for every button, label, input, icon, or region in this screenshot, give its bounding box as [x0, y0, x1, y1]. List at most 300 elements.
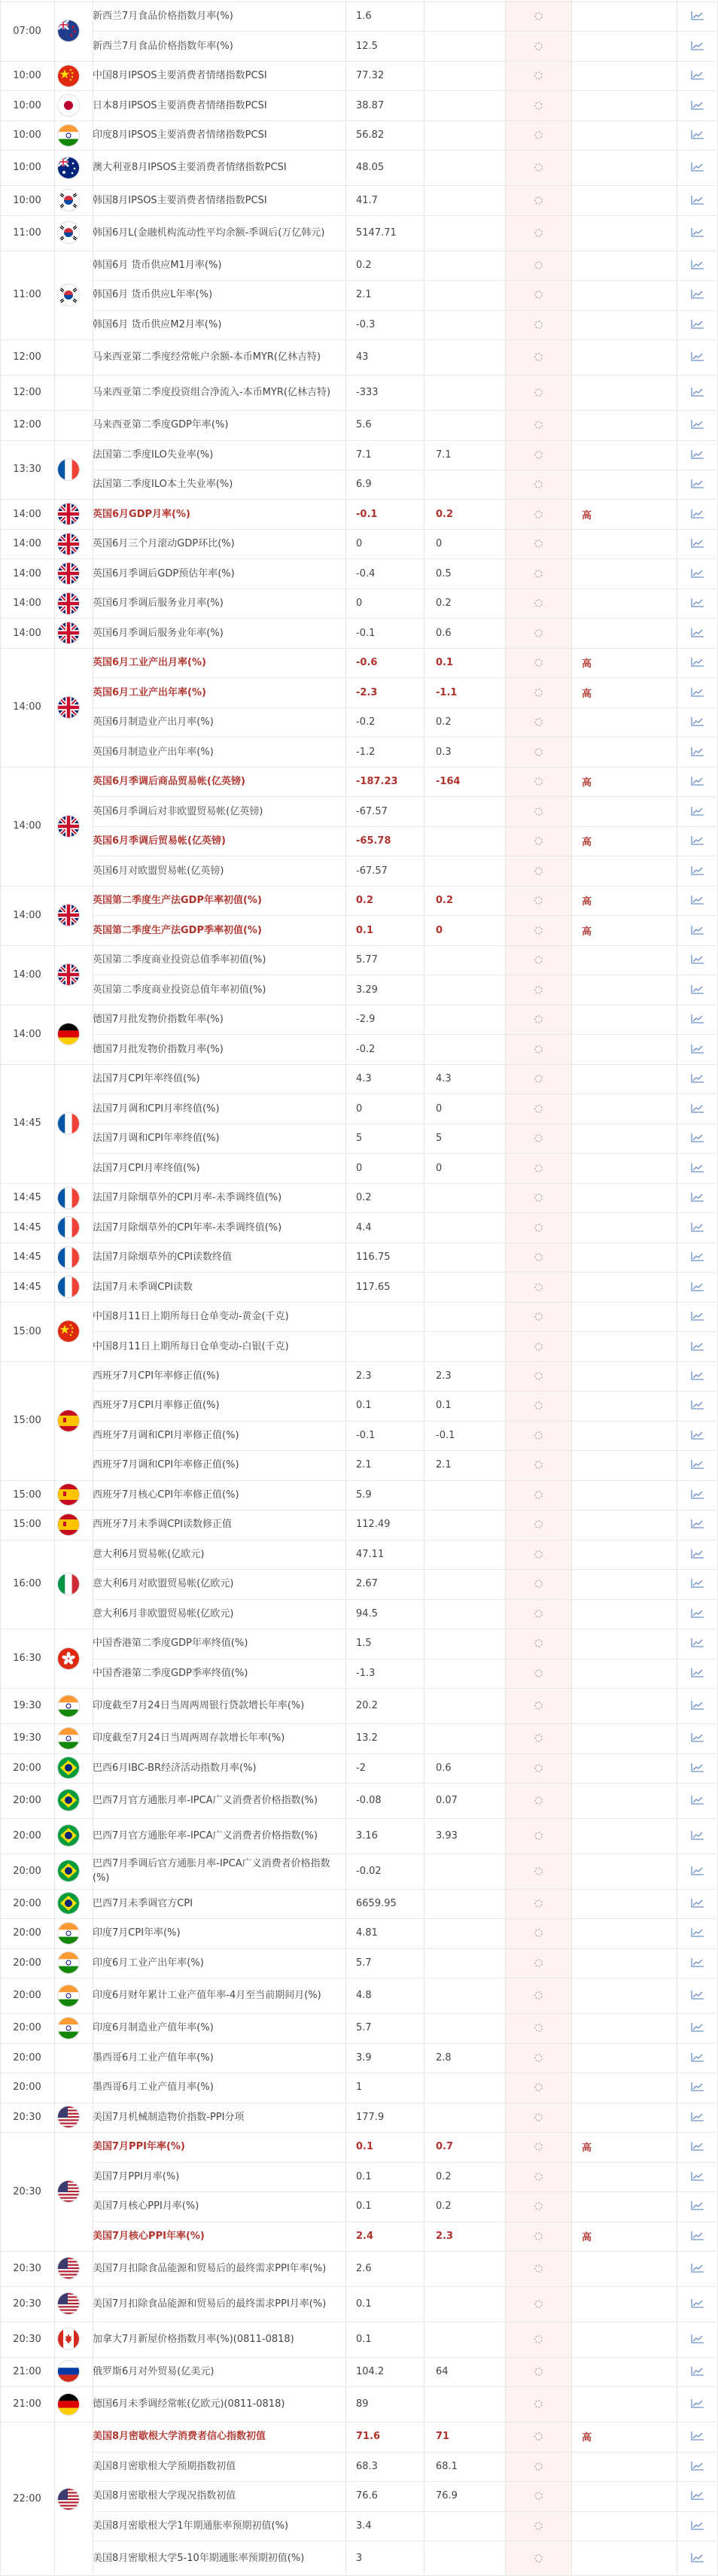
event-row[interactable] [0, 2043, 718, 2073]
line-chart-icon[interactable] [691, 1956, 704, 1970]
line-chart-icon[interactable] [691, 983, 704, 997]
line-chart-icon[interactable] [691, 385, 704, 400]
event-row[interactable] [0, 339, 718, 375]
event-row[interactable] [0, 2286, 718, 2322]
line-chart-icon[interactable] [691, 1636, 704, 1650]
event-row[interactable] [0, 1064, 718, 1093]
event-row[interactable] [0, 588, 718, 618]
forecast-value [424, 975, 505, 1004]
event-row[interactable] [0, 856, 718, 885]
event-row[interactable] [0, 215, 718, 251]
line-chart-icon[interactable] [691, 1607, 704, 1621]
event-row[interactable] [0, 2191, 718, 2221]
actual-value [505, 588, 571, 618]
event-row[interactable] [0, 120, 718, 150]
chart-link[interactable] [677, 945, 718, 975]
event-row[interactable] [0, 796, 718, 826]
line-chart-icon[interactable] [691, 1793, 704, 1808]
actual-value [505, 120, 571, 150]
line-chart-icon[interactable] [691, 2051, 704, 2065]
line-chart-icon[interactable] [691, 350, 704, 364]
importance-badge [571, 707, 677, 737]
line-chart-icon[interactable] [691, 2080, 704, 2094]
event-name: 美国7月PPI月率(%) [93, 2170, 180, 2182]
line-chart-icon[interactable] [691, 2459, 704, 2474]
chart-link[interactable] [677, 529, 718, 558]
line-chart-icon[interactable] [691, 1131, 704, 1145]
forecast-value [424, 1005, 505, 1034]
chart-link[interactable] [677, 1783, 718, 1818]
line-chart-icon[interactable] [691, 2229, 704, 2243]
event-row[interactable] [0, 499, 718, 528]
chart-link[interactable] [677, 1978, 718, 2013]
event-row[interactable] [0, 1093, 718, 1123]
event-row[interactable] [0, 440, 718, 470]
line-chart-icon[interactable] [691, 258, 704, 272]
event-row[interactable] [0, 767, 718, 796]
event-row[interactable] [0, 2132, 718, 2161]
event-row[interactable] [0, 677, 718, 707]
line-chart-icon[interactable] [691, 477, 704, 491]
event-row[interactable] [0, 1723, 718, 1753]
event-row[interactable] [0, 1242, 718, 1272]
loading-spinner-icon [534, 1431, 543, 1440]
event-row[interactable] [0, 1599, 718, 1629]
chart-link[interactable] [677, 1854, 718, 1889]
event-row[interactable] [0, 1889, 718, 1918]
chart-link[interactable] [677, 1034, 718, 1063]
event-row[interactable] [0, 2322, 718, 2357]
line-chart-icon[interactable] [691, 864, 704, 878]
line-chart-icon[interactable] [691, 804, 704, 819]
chart-link[interactable] [677, 1723, 718, 1753]
chart-link[interactable] [677, 215, 718, 251]
event-row[interactable] [0, 618, 718, 647]
event-row[interactable] [0, 1005, 718, 1034]
line-chart-icon[interactable] [691, 1926, 704, 1940]
line-chart-icon[interactable] [691, 226, 704, 240]
forecast-value [424, 90, 505, 120]
previous-value: -0.1 [356, 508, 378, 520]
row-divider [93, 1153, 718, 1154]
chart-link[interactable] [677, 2357, 718, 2386]
line-chart-icon[interactable] [691, 9, 704, 23]
importance-badge [571, 1599, 677, 1629]
event-row[interactable] [0, 2073, 718, 2102]
chart-link[interactable] [677, 410, 718, 439]
line-chart-icon[interactable] [691, 2397, 704, 2411]
chart-link[interactable] [677, 1889, 718, 1918]
actual-value [505, 2013, 571, 2042]
line-chart-icon[interactable] [691, 1250, 704, 1264]
line-chart-icon[interactable] [691, 1761, 704, 1775]
chart-link[interactable] [677, 2132, 718, 2161]
row-divider [93, 1569, 718, 1570]
forecast-value [424, 1480, 505, 1510]
line-chart-icon[interactable] [691, 953, 704, 967]
chart-link[interactable] [677, 1212, 718, 1242]
chart-link[interactable] [677, 915, 718, 944]
event-row[interactable] [0, 886, 718, 915]
chart-link[interactable] [677, 2251, 718, 2286]
chart-link[interactable] [677, 440, 718, 470]
event-row[interactable] [0, 31, 718, 60]
chart-link[interactable] [677, 1093, 718, 1123]
chart-link[interactable] [677, 796, 718, 826]
chart-link[interactable] [677, 648, 718, 677]
loading-spinner-icon [534, 2400, 543, 2408]
chart-link[interactable] [677, 2481, 718, 2511]
chart-link[interactable] [677, 618, 718, 647]
previous-value: 1.6 [356, 11, 372, 23]
importance-badge [571, 251, 677, 280]
event-row[interactable] [0, 1124, 718, 1153]
line-chart-icon[interactable] [691, 2170, 704, 2184]
chart-link[interactable] [677, 1124, 718, 1153]
actual-value [505, 1153, 571, 1182]
chart-link[interactable] [677, 1918, 718, 1948]
chart-link[interactable] [677, 1391, 718, 1420]
importance-badge [571, 1272, 677, 1301]
line-chart-icon[interactable] [691, 1398, 704, 1413]
event-row[interactable] [0, 90, 718, 120]
line-chart-icon[interactable] [691, 160, 704, 175]
chart-link[interactable] [677, 1183, 718, 1212]
event-row[interactable] [0, 975, 718, 1004]
line-chart-icon[interactable] [691, 1547, 704, 1562]
event-name: 韩国6月 货币供应M1月率(%) [93, 259, 222, 271]
forecast-value: 2.3 [436, 2230, 454, 2242]
chart-link[interactable] [677, 185, 718, 214]
chart-link[interactable] [677, 1510, 718, 1539]
chart-link[interactable] [677, 251, 718, 280]
actual-value [505, 2322, 571, 2357]
line-chart-icon[interactable] [691, 1517, 704, 1531]
chart-link[interactable] [677, 90, 718, 120]
chart-link[interactable] [677, 375, 718, 410]
event-row[interactable] [0, 1659, 718, 1688]
event-row[interactable] [0, 1948, 718, 1978]
line-chart-icon[interactable] [691, 287, 704, 302]
line-chart-icon[interactable] [691, 1280, 704, 1294]
line-chart-icon[interactable] [691, 507, 704, 522]
event-row[interactable] [0, 1302, 718, 1331]
chart-link[interactable] [677, 558, 718, 588]
chart-link[interactable] [677, 31, 718, 60]
chart-link[interactable] [677, 677, 718, 707]
event-row[interactable] [0, 470, 718, 499]
event-row[interactable] [0, 410, 718, 439]
importance-badge [571, 558, 677, 588]
line-chart-icon[interactable] [691, 1191, 704, 1205]
previous-value: 5.9 [356, 1489, 372, 1501]
line-chart-icon[interactable] [691, 2110, 704, 2124]
actual-value [505, 2452, 571, 2481]
actual-value [505, 1361, 571, 1391]
line-chart-icon[interactable] [691, 418, 704, 432]
previous-value: 116.75 [356, 1252, 391, 1264]
loading-spinner-icon [534, 629, 543, 637]
chart-link[interactable] [677, 2, 718, 31]
line-chart-icon[interactable] [691, 1458, 704, 1472]
event-row[interactable] [0, 648, 718, 677]
event-row[interactable] [0, 1391, 718, 1420]
line-chart-icon[interactable] [691, 39, 704, 53]
line-chart-icon[interactable] [691, 567, 704, 581]
chart-link[interactable] [677, 1569, 718, 1598]
line-chart-icon[interactable] [691, 834, 704, 848]
chart-link[interactable] [677, 1480, 718, 1510]
event-row[interactable] [0, 915, 718, 944]
line-chart-icon[interactable] [691, 318, 704, 332]
event-row[interactable] [0, 945, 718, 975]
chart-link[interactable] [677, 1064, 718, 1093]
line-chart-icon[interactable] [691, 1666, 704, 1680]
line-chart-icon[interactable] [691, 655, 704, 670]
event-row[interactable] [0, 2222, 718, 2251]
chart-link[interactable] [677, 339, 718, 375]
event-row[interactable] [0, 2, 718, 31]
event-time: 07:00 [13, 25, 41, 37]
chart-link[interactable] [677, 1361, 718, 1391]
line-chart-icon[interactable] [691, 2429, 704, 2444]
event-row[interactable] [0, 1450, 718, 1480]
line-chart-icon[interactable] [691, 1896, 704, 1911]
previous-value: 41.7 [356, 194, 378, 206]
line-chart-icon[interactable] [691, 686, 704, 700]
forecast-value [424, 31, 505, 60]
importance-badge: 高 [582, 2143, 592, 2155]
event-row[interactable] [0, 2541, 718, 2576]
chart-link[interactable] [677, 2386, 718, 2422]
line-chart-icon[interactable] [691, 893, 704, 908]
event-row[interactable] [0, 1569, 718, 1598]
event-row[interactable] [0, 61, 718, 90]
line-chart-icon[interactable] [691, 537, 704, 551]
line-chart-icon[interactable] [691, 1731, 704, 1745]
line-chart-icon[interactable] [691, 193, 704, 208]
chart-link[interactable] [677, 1948, 718, 1978]
chart-link[interactable] [677, 2191, 718, 2221]
line-chart-icon[interactable] [691, 1340, 704, 1354]
chart-link[interactable] [677, 310, 718, 339]
event-row[interactable] [0, 1629, 718, 1658]
event-row[interactable] [0, 529, 718, 558]
line-chart-icon[interactable] [691, 1699, 704, 1713]
event-row[interactable] [0, 737, 718, 766]
line-chart-icon[interactable] [691, 1864, 704, 1878]
chart-link[interactable] [677, 1540, 718, 1569]
event-row[interactable] [0, 1212, 718, 1242]
event-row[interactable] [0, 2357, 718, 2386]
event-row[interactable] [0, 558, 718, 588]
chart-link[interactable] [677, 2322, 718, 2357]
chart-link[interactable] [677, 1659, 718, 1688]
chart-link[interactable] [677, 1005, 718, 1034]
event-row[interactable] [0, 2452, 718, 2481]
line-chart-icon[interactable] [691, 774, 704, 789]
event-row[interactable] [0, 1272, 718, 1301]
line-chart-icon[interactable] [691, 2551, 704, 2565]
chart-link[interactable] [677, 975, 718, 1004]
chart-link[interactable] [677, 1818, 718, 1854]
chart-link[interactable] [677, 2452, 718, 2481]
chart-link[interactable] [677, 1302, 718, 1331]
line-chart-icon[interactable] [691, 745, 704, 759]
event-row[interactable] [0, 185, 718, 214]
event-row[interactable] [0, 1818, 718, 1854]
event-row[interactable] [0, 1783, 718, 1818]
chart-link[interactable] [677, 1599, 718, 1629]
chart-link[interactable] [677, 2286, 718, 2322]
line-chart-icon[interactable] [691, 2297, 704, 2311]
chart-link[interactable] [677, 2422, 718, 2451]
chart-link[interactable] [677, 1272, 718, 1301]
chart-link[interactable] [677, 2043, 718, 2073]
line-chart-icon[interactable] [691, 2140, 704, 2154]
event-row[interactable] [0, 2481, 718, 2511]
chart-link[interactable] [677, 767, 718, 796]
chart-link[interactable] [677, 2103, 718, 2132]
line-chart-icon[interactable] [691, 1829, 704, 1843]
actual-value [505, 375, 571, 410]
line-chart-icon[interactable] [691, 68, 704, 83]
chart-link[interactable] [677, 1688, 718, 1723]
chart-link[interactable] [677, 499, 718, 528]
line-chart-icon[interactable] [691, 2489, 704, 2503]
event-row[interactable] [0, 707, 718, 737]
chart-link[interactable] [677, 1450, 718, 1480]
event-row[interactable] [0, 1753, 718, 1783]
chart-link[interactable] [677, 2541, 718, 2576]
loading-spinner-icon [534, 1491, 543, 1499]
event-row[interactable] [0, 2422, 718, 2451]
event-time: 12:00 [13, 351, 41, 363]
chart-link[interactable] [677, 1421, 718, 1450]
line-chart-icon[interactable] [691, 99, 704, 113]
event-row[interactable] [0, 1153, 718, 1182]
event-row[interactable] [0, 2386, 718, 2422]
line-chart-icon[interactable] [691, 1161, 704, 1175]
event-row[interactable] [0, 1918, 718, 1948]
line-chart-icon[interactable] [691, 715, 704, 729]
chart-link[interactable] [677, 1753, 718, 1783]
chart-link[interactable] [677, 886, 718, 915]
loading-spinner-icon [534, 1105, 543, 1113]
line-chart-icon[interactable] [691, 1577, 704, 1591]
event-name: 巴西6月IBC-BR经济活动指数月率(%) [93, 1762, 257, 1774]
line-chart-icon[interactable] [691, 448, 704, 462]
line-chart-icon[interactable] [691, 1488, 704, 1502]
chart-link[interactable] [677, 2222, 718, 2251]
line-chart-icon[interactable] [691, 596, 704, 610]
event-row[interactable] [0, 1361, 718, 1391]
line-chart-icon[interactable] [691, 1428, 704, 1443]
event-row[interactable] [0, 2511, 718, 2541]
chart-link[interactable] [677, 588, 718, 618]
loading-spinner-icon [534, 1312, 543, 1321]
importance-badge [571, 1723, 677, 1753]
event-time: 10:00 [13, 99, 41, 111]
line-chart-icon[interactable] [691, 2332, 704, 2346]
event-row[interactable] [0, 1331, 718, 1361]
importance-badge [571, 120, 677, 150]
line-chart-icon[interactable] [691, 2261, 704, 2276]
line-chart-icon[interactable] [691, 923, 704, 938]
line-chart-icon[interactable] [691, 2365, 704, 2379]
event-row[interactable] [0, 1421, 718, 1450]
chart-link[interactable] [677, 470, 718, 499]
chart-link[interactable] [677, 2073, 718, 2102]
line-chart-icon[interactable] [691, 128, 704, 142]
line-chart-icon[interactable] [691, 2199, 704, 2213]
chart-link[interactable] [677, 1629, 718, 1658]
event-row[interactable] [0, 826, 718, 856]
chart-link[interactable] [677, 2013, 718, 2042]
event-row[interactable] [0, 1183, 718, 1212]
chart-link[interactable] [677, 856, 718, 885]
line-chart-icon[interactable] [691, 2021, 704, 2035]
line-chart-icon[interactable] [691, 626, 704, 640]
event-row[interactable] [0, 1540, 718, 1569]
chart-link[interactable] [677, 737, 718, 766]
line-chart-icon[interactable] [691, 1012, 704, 1026]
previous-value: 4.3 [356, 1073, 372, 1085]
chart-link[interactable] [677, 150, 718, 185]
line-chart-icon[interactable] [691, 1369, 704, 1383]
chart-link[interactable] [677, 2511, 718, 2541]
event-row[interactable] [0, 251, 718, 280]
event-row[interactable] [0, 280, 718, 309]
event-row[interactable] [0, 1688, 718, 1723]
chart-link[interactable] [677, 1331, 718, 1361]
importance-badge [571, 1153, 677, 1182]
chart-link[interactable] [677, 2162, 718, 2191]
event-row[interactable] [0, 1510, 718, 1539]
chart-link[interactable] [677, 1242, 718, 1272]
event-row[interactable] [0, 2103, 718, 2132]
chart-link[interactable] [677, 280, 718, 309]
event-row[interactable] [0, 1034, 718, 1063]
line-chart-icon[interactable] [691, 1042, 704, 1057]
event-row[interactable] [0, 1480, 718, 1510]
event-row[interactable] [0, 2251, 718, 2286]
line-chart-icon[interactable] [691, 1309, 704, 1324]
event-row[interactable] [0, 2162, 718, 2191]
event-row[interactable] [0, 2013, 718, 2042]
event-row[interactable] [0, 1978, 718, 2013]
chart-link[interactable] [677, 707, 718, 737]
event-row[interactable] [0, 1854, 718, 1889]
loading-spinner-icon [534, 1959, 543, 1967]
event-name: 法国第二季度ILO本土失业率(%) [93, 479, 233, 491]
line-chart-icon[interactable] [691, 1221, 704, 1235]
line-chart-icon[interactable] [691, 1102, 704, 1116]
event-row[interactable] [0, 150, 718, 185]
chart-link[interactable] [677, 61, 718, 90]
event-name: 英国第二季度生产法GDP年率初值(%) [93, 895, 262, 907]
forecast-value [424, 1918, 505, 1948]
event-row[interactable] [0, 375, 718, 410]
line-chart-icon[interactable] [691, 1072, 704, 1086]
event-row[interactable] [0, 310, 718, 339]
chart-link[interactable] [677, 826, 718, 856]
line-chart-icon[interactable] [691, 1988, 704, 2003]
chart-link[interactable] [677, 1153, 718, 1182]
line-chart-icon[interactable] [691, 2519, 704, 2533]
chart-link[interactable] [677, 120, 718, 150]
event-name: 巴西7月季调后官方通胀月率-IPCA广义消费者价格指数(%) [93, 1858, 330, 1884]
